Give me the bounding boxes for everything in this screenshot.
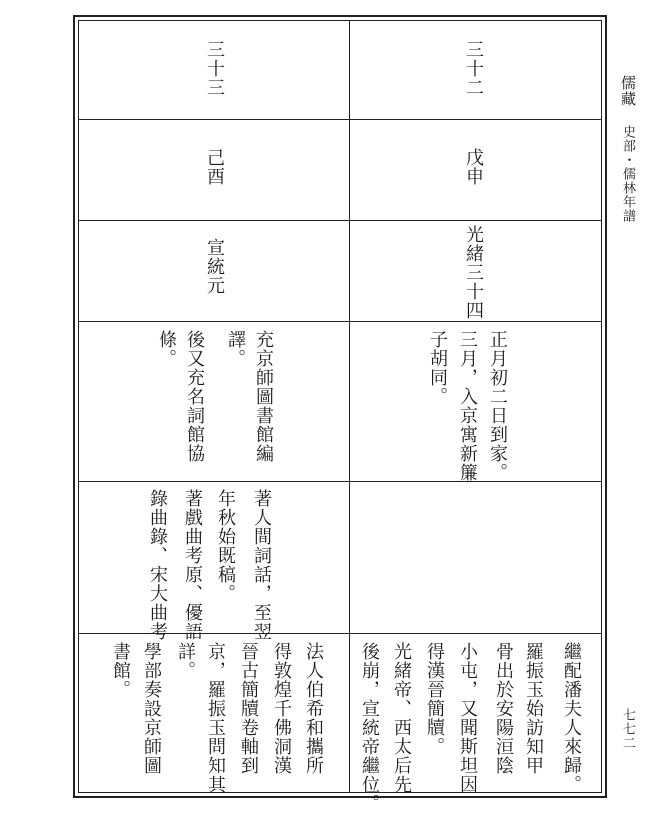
- life-events-right-line: 正月初二日到家。: [487, 330, 508, 482]
- events-right-line: 骨出於安陽洹陰: [493, 642, 514, 775]
- life-events-right-line: 子胡同。: [427, 330, 448, 406]
- row-divider: [78, 220, 602, 221]
- writings-left-line: 錄曲錄、宋大曲考: [147, 489, 168, 641]
- life-events-left-line: 充京師圖書館編: [253, 330, 274, 463]
- events-left-line: 法人伯希和攜所: [303, 642, 324, 775]
- events-right-line: 得漢晉簡牘。: [424, 642, 445, 756]
- collection-title: 儒藏: [619, 75, 637, 107]
- events-left-line: 詳。: [175, 642, 196, 680]
- events-left-line: 書館。: [110, 642, 131, 699]
- writings-left-line: 年秋始既稿。: [215, 489, 236, 603]
- events-left-line: 晉古簡牘卷軸到: [238, 642, 259, 775]
- year-count-left: 三十三: [204, 40, 225, 97]
- events-right-line: 光緒帝、西太后先: [391, 642, 412, 794]
- reign-year-right: 光緒三十四: [463, 225, 484, 320]
- ganzhi-left: 己酉: [204, 148, 225, 186]
- reign-year-left: 宣統元: [204, 238, 225, 295]
- year-count-right: 三十二: [463, 40, 484, 97]
- events-left-line: 得敦煌千佛洞漢: [271, 642, 292, 775]
- life-events-left-line: 後又充名詞館協: [184, 330, 205, 463]
- writings-left-line: 著戲曲考原、優語: [182, 489, 203, 641]
- writings-left-line: 著人間詞話，至翌: [251, 489, 272, 641]
- events-left-line: 京，羅振玉問知其: [205, 642, 226, 794]
- life-events-left-line: 譯。: [225, 330, 246, 368]
- events-right-line: 羅振玉始訪知甲: [523, 642, 544, 775]
- row-divider: [78, 119, 602, 120]
- ganzhi-right: 戊申: [463, 148, 484, 186]
- section-title: 史部・儒林年譜: [620, 125, 635, 223]
- events-left-line: 學部奏設京師圖: [141, 642, 162, 775]
- events-right-line: 繼配潘夫人來歸。: [561, 642, 582, 794]
- events-right-line: 後崩，宣統帝繼位。: [359, 642, 380, 813]
- row-divider: [78, 481, 602, 482]
- events-right-line: 小屯，又聞斯坦因: [457, 642, 478, 794]
- row-divider: [78, 321, 602, 322]
- page-number: 七七二: [620, 708, 635, 750]
- column-divider: [349, 20, 350, 793]
- life-events-left-line: 條。: [156, 330, 177, 368]
- life-events-right-line: 三月，入京寓新簾: [457, 330, 478, 482]
